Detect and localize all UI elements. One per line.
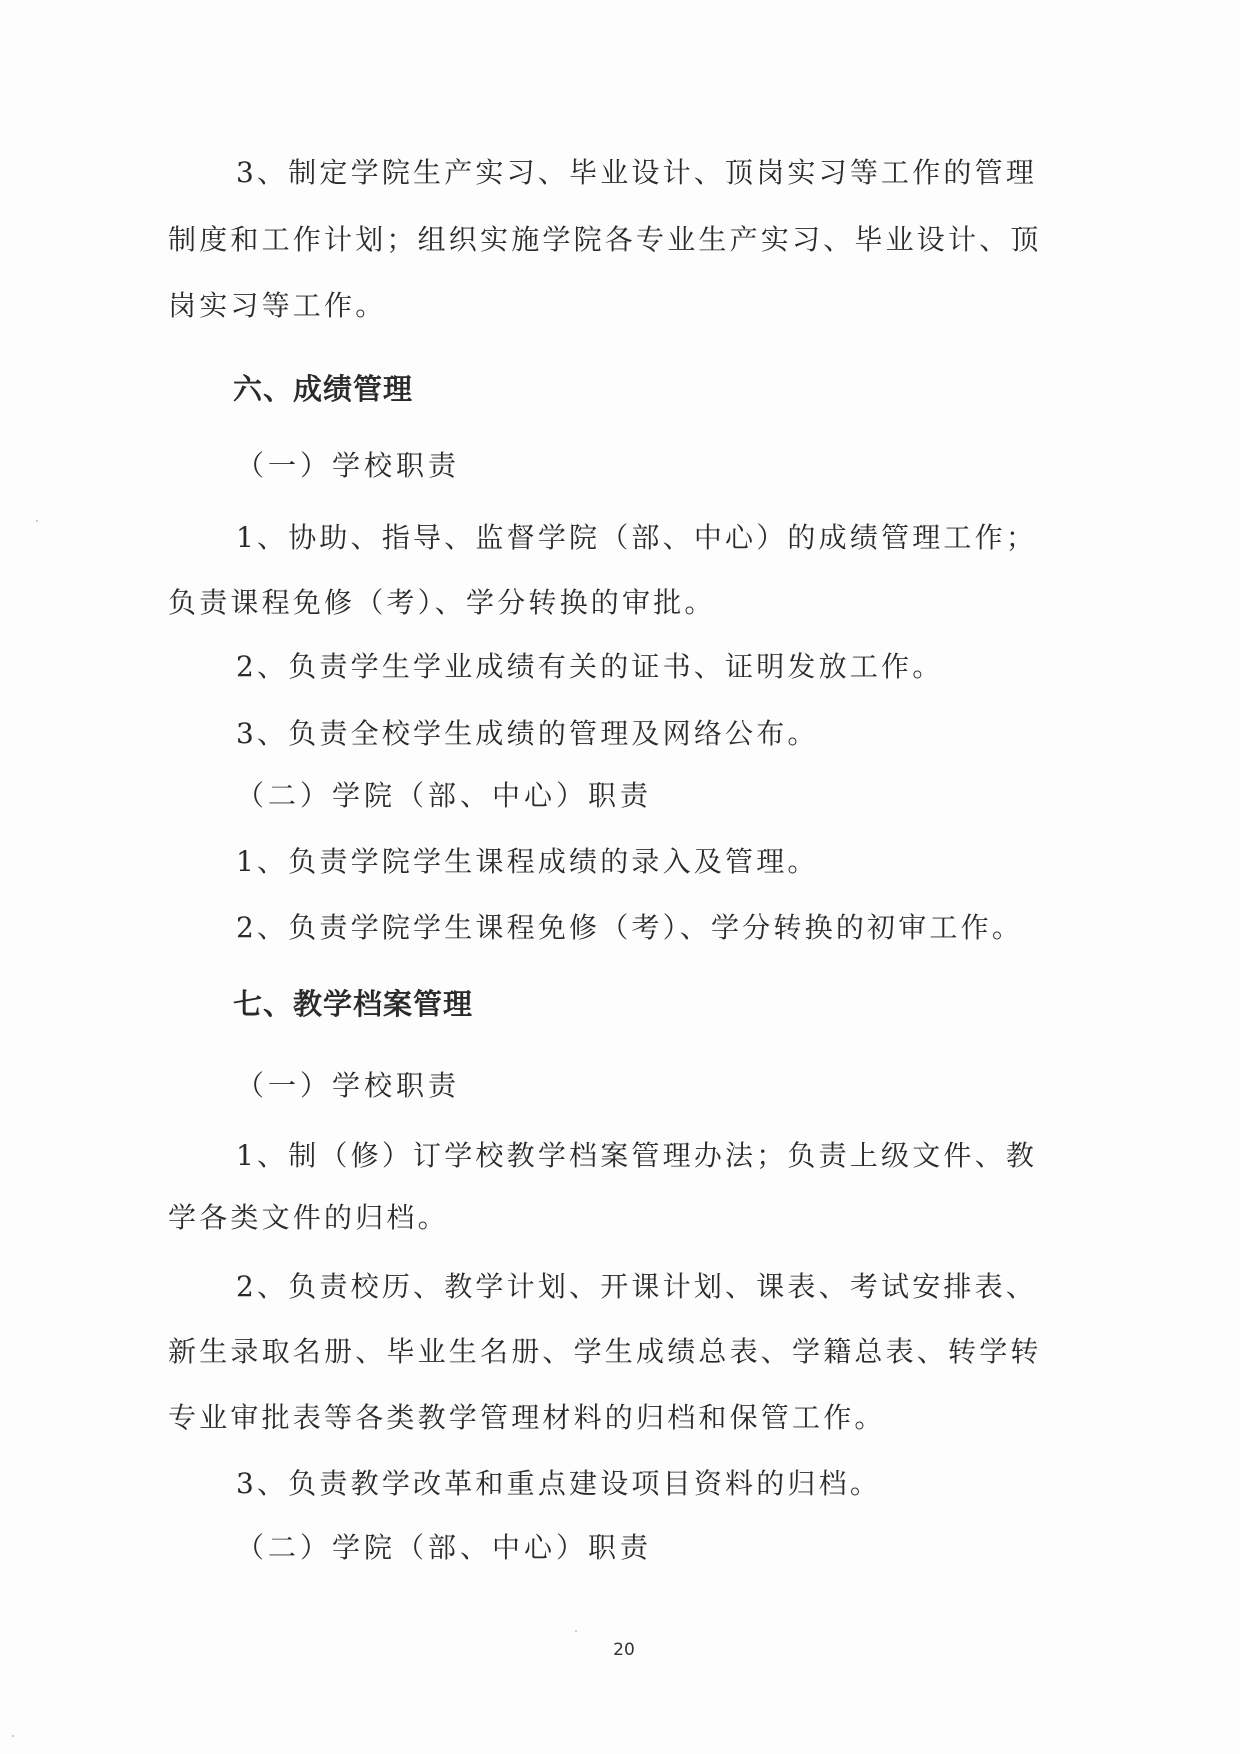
paragraph-line: 3、制定学院生产实习、毕业设计、顶岗实习等工作的管理 <box>236 156 1038 189</box>
paragraph-line: 1、制（修）订学校教学档案管理办法；负责上级文件、教 <box>236 1139 1038 1172</box>
paragraph-line: 3、负责教学改革和重点建设项目资料的归档。 <box>236 1467 882 1500</box>
paragraph-line: 1、负责学院学生课程成绩的录入及管理。 <box>236 845 819 878</box>
paragraph-line: 2、负责学生学业成绩有关的证书、证明发放工作。 <box>236 650 944 683</box>
section-heading: 六、成绩管理 <box>233 372 414 406</box>
scan-speck <box>575 1630 577 1632</box>
paragraph-line: 负责课程免修（考）、学分转换的审批。 <box>168 586 716 619</box>
paragraph-line: 岗实习等工作。 <box>168 289 387 322</box>
scan-speck <box>36 520 38 522</box>
paragraph-line: 专业审批表等各类教学管理材料的归档和保管工作。 <box>168 1401 886 1434</box>
subsection-heading: （二）学院（部、中心）职责 <box>236 779 653 812</box>
paragraph-line: 3、负责全校学生成绩的管理及网络公布。 <box>236 717 819 750</box>
subsection-heading: （二）学院（部、中心）职责 <box>236 1531 653 1564</box>
subsection-heading: （一）学校职责 <box>236 449 461 482</box>
paragraph-line: 新生录取名册、毕业生名册、学生成绩总表、学籍总表、转学转 <box>168 1335 1042 1368</box>
subsection-heading: （一）学校职责 <box>236 1069 461 1102</box>
paragraph-line: 制度和工作计划；组织实施学院各专业生产实习、毕业设计、顶 <box>168 223 1042 256</box>
paragraph-line: 2、负责校历、教学计划、开课计划、课表、考试安排表、 <box>236 1270 1038 1303</box>
page-number: 20 <box>613 1640 635 1660</box>
section-heading: 七、教学档案管理 <box>233 987 474 1021</box>
paragraph-line: 学各类文件的归档。 <box>168 1201 449 1234</box>
scan-speck <box>12 1735 14 1737</box>
paragraph-line: 1、协助、指导、监督学院（部、中心）的成绩管理工作； <box>236 521 1038 554</box>
paragraph-line: 2、负责学院学生课程免修（考）、学分转换的初审工作。 <box>236 911 1024 944</box>
